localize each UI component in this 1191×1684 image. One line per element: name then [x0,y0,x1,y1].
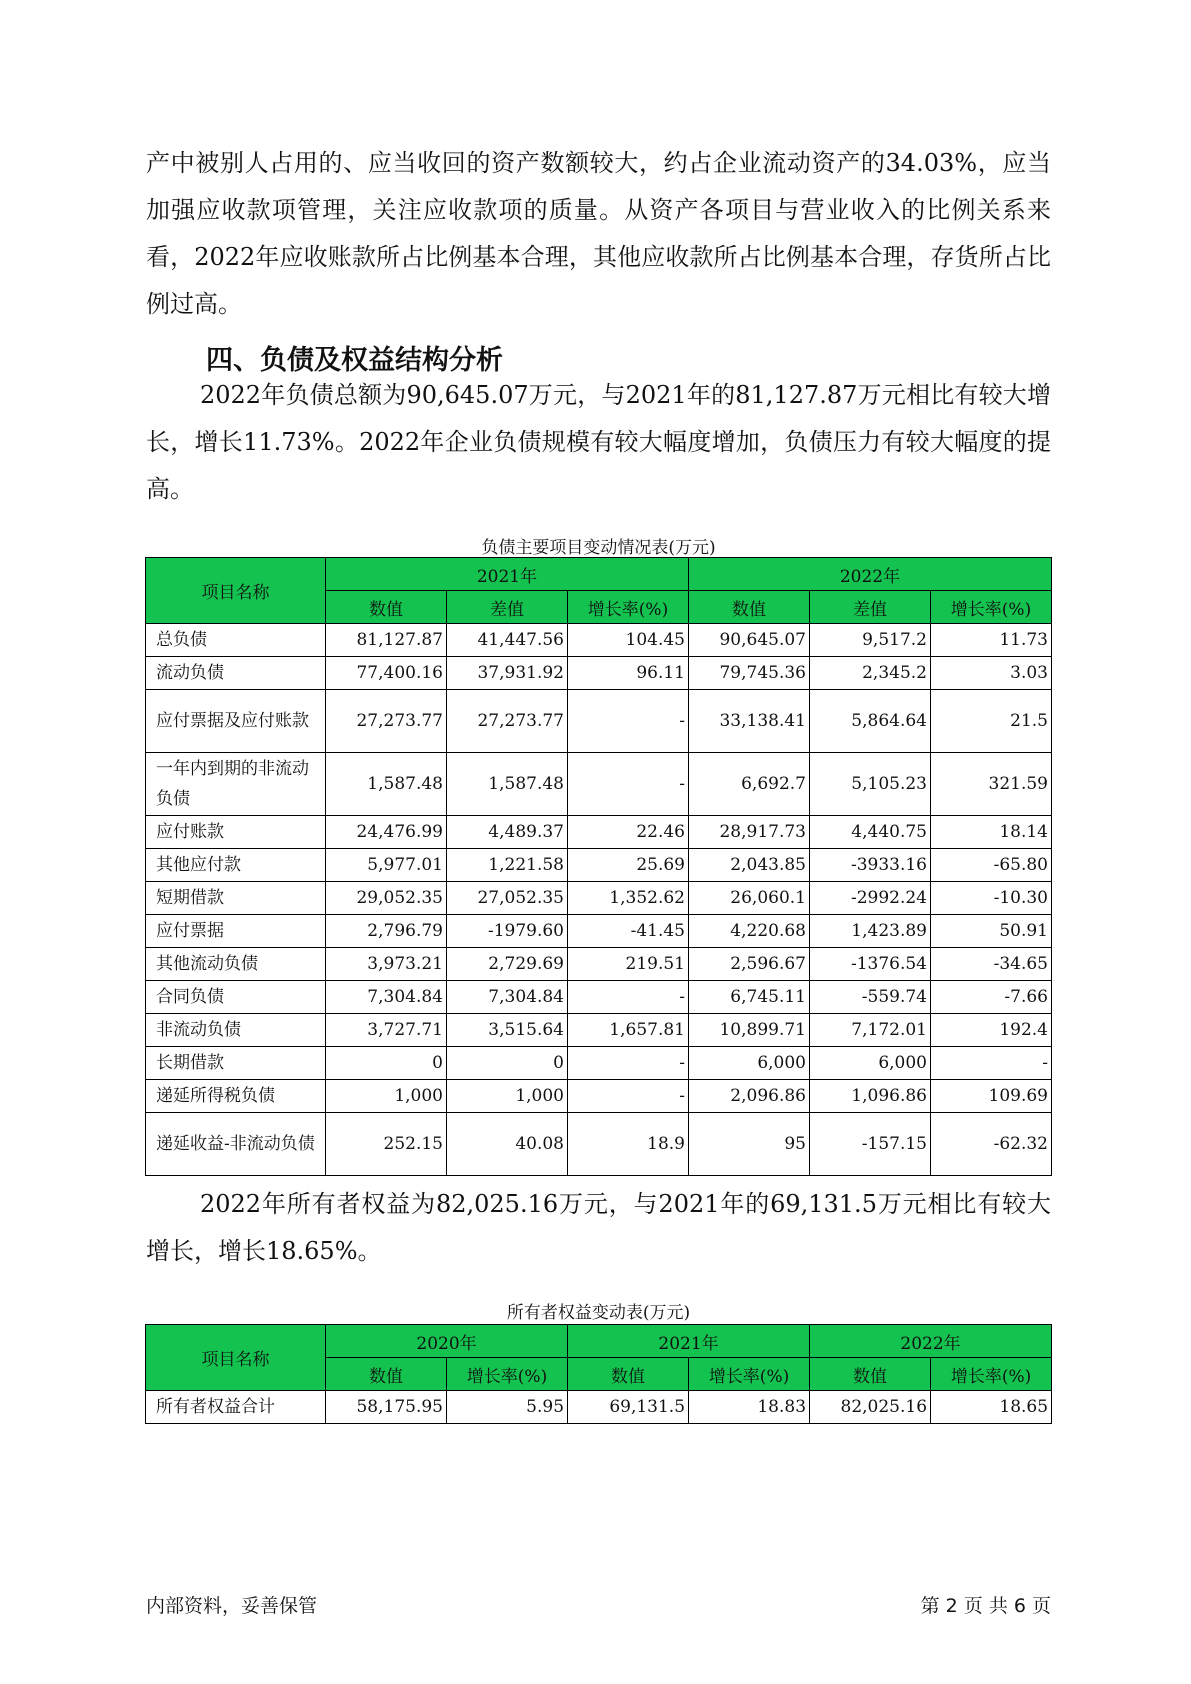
cell: 1,423.89 [810,915,931,948]
paragraph-receivables: 产中被别人占用的、应当收回的资产数额较大，约占企业流动资产的34.03%，应当加强应收款项管理，关注应收款项的质量。从资产各项目与营业收入的比例关系来看，2022年应收账款所占比例基本合理，其他应收款所占比例基本合理，存货所占比例过高。 [146,149,1051,318]
row-label: 短期借款 [146,882,326,915]
cell: 21.5 [931,690,1052,753]
row-label: 总负债 [146,624,326,657]
table-row [146,915,1052,948]
cell: 109.69 [931,1080,1052,1113]
cell: 2,043.85 [689,849,810,882]
cell: -62.32 [931,1113,1052,1176]
row-label: 流动负债 [146,657,326,690]
cell: 219.51 [568,948,689,981]
header-year-2022: 2022年 [689,558,1052,591]
cell: 321.59 [931,753,1052,816]
cell: 1,000 [326,1080,447,1113]
cell: 4,440.75 [810,816,931,849]
row-label: 一年内到期的非流动负债 [146,753,326,816]
footer-page-number: 第 2 页 共 6 页 [920,1595,1051,1617]
cell: 33,138.41 [689,690,810,753]
cell: 26,060.1 [689,882,810,915]
cell: - [568,981,689,1014]
table-row [146,948,1052,981]
footer-confidential: 内部资料，妥善保管 [146,1595,318,1617]
cell: 7,304.84 [326,981,447,1014]
cell: 4,220.68 [689,915,810,948]
cell: 81,127.87 [326,624,447,657]
row-label: 应付账款 [146,816,326,849]
cell: 0 [326,1047,447,1080]
cell: 2,796.79 [326,915,447,948]
row-label: 应付票据及应付账款 [146,690,326,753]
cell: 1,657.81 [568,1014,689,1047]
row-label: 非流动负债 [146,1014,326,1047]
cell: 25.69 [568,849,689,882]
cell: 4,489.37 [447,816,568,849]
cell: 18.14 [931,816,1052,849]
header-value: 数值 [568,1358,689,1391]
row-label: 其他流动负债 [146,948,326,981]
cell: 5,864.64 [810,690,931,753]
cell: 7,172.01 [810,1014,931,1047]
cell: 79,745.36 [689,657,810,690]
table-row [146,981,1052,1014]
cell: 18.65 [931,1391,1052,1424]
cell: 40.08 [447,1113,568,1176]
cell: 1,587.48 [447,753,568,816]
table-row [146,753,1052,816]
cell: 3,973.21 [326,948,447,981]
row-label: 合同负债 [146,981,326,1014]
cell: 96.11 [568,657,689,690]
cell: 28,917.73 [689,816,810,849]
table2-caption: 所有者权益变动表(万元) [506,1303,691,1323]
cell: 29,052.35 [326,882,447,915]
cell: 3,727.71 [326,1014,447,1047]
cell: 6,000 [689,1047,810,1080]
cell: 252.15 [326,1113,447,1176]
header-growth: 增长率(%) [931,1358,1052,1391]
paragraph-equity: 2022年所有者权益为82,025.16万元，与2021年的69,131.5万元相比有较大增长，增长18.65%。 [146,1190,1051,1265]
cell: 7,304.84 [447,981,568,1014]
header-year-2021: 2021年 [568,1325,810,1358]
table-row [146,690,1052,753]
cell: - [568,1047,689,1080]
cell: 2,596.67 [689,948,810,981]
cell: 37,931.92 [447,657,568,690]
row-label: 递延所得税负债 [146,1080,326,1113]
cell: 27,273.77 [326,690,447,753]
header-value: 数值 [326,1358,447,1391]
header-diff: 差值 [447,591,568,624]
cell: 10,899.71 [689,1014,810,1047]
cell: -1979.60 [447,915,568,948]
cell: 11.73 [931,624,1052,657]
cell: 2,096.86 [689,1080,810,1113]
table-row [146,816,1052,849]
cell: 6,692.7 [689,753,810,816]
cell: 22.46 [568,816,689,849]
cell: 18.9 [568,1113,689,1176]
cell: 2,729.69 [447,948,568,981]
header-diff: 差值 [810,591,931,624]
table-row [146,882,1052,915]
cell: - [568,753,689,816]
liabilities-table [145,557,1052,1176]
cell: 192.4 [931,1014,1052,1047]
cell: 1,000 [447,1080,568,1113]
header-year-2021: 2021年 [326,558,689,591]
cell: -3933.16 [810,849,931,882]
table-row [146,1080,1052,1113]
cell: 18.83 [689,1391,810,1424]
row-label: 递延收益-非流动负债 [146,1113,326,1176]
cell: 77,400.16 [326,657,447,690]
row-label: 长期借款 [146,1047,326,1080]
header-item-name: 项目名称 [146,1325,326,1391]
cell: 58,175.95 [326,1391,447,1424]
table-row [146,657,1052,690]
table-row [146,1391,1052,1424]
table-row [146,1014,1052,1047]
cell: - [568,690,689,753]
cell: 3,515.64 [447,1014,568,1047]
header-value: 数值 [689,591,810,624]
row-label: 应付票据 [146,915,326,948]
cell: 27,052.35 [447,882,568,915]
header-growth: 增长率(%) [447,1358,568,1391]
cell: 9,517.2 [810,624,931,657]
cell: 50.91 [931,915,1052,948]
table-row [146,1113,1052,1176]
row-label: 其他应付款 [146,849,326,882]
cell: -157.15 [810,1113,931,1176]
cell: -10.30 [931,882,1052,915]
table-row [146,849,1052,882]
table1-caption: 负债主要项目变动情况表(万元) [481,538,716,558]
cell: 1,587.48 [326,753,447,816]
cell: 1,096.86 [810,1080,931,1113]
cell: 41,447.56 [447,624,568,657]
cell: -41.45 [568,915,689,948]
cell: 69,131.5 [568,1391,689,1424]
cell: 95 [689,1113,810,1176]
cell: 1,352.62 [568,882,689,915]
header-value: 数值 [810,1358,931,1391]
cell: 6,000 [810,1047,931,1080]
cell: -559.74 [810,981,931,1014]
cell: 90,645.07 [689,624,810,657]
cell: 5.95 [447,1391,568,1424]
equity-table [145,1324,1052,1424]
table-row [146,624,1052,657]
header-growth: 增长率(%) [689,1358,810,1391]
cell: 5,105.23 [810,753,931,816]
cell: 27,273.77 [447,690,568,753]
header-item-name: 项目名称 [146,558,326,624]
header-value: 数值 [326,591,447,624]
cell: 1,221.58 [447,849,568,882]
cell: -1376.54 [810,948,931,981]
header-year-2022: 2022年 [810,1325,1052,1358]
cell: -2992.24 [810,882,931,915]
header-year-2020: 2020年 [326,1325,568,1358]
cell: 24,476.99 [326,816,447,849]
header-growth: 增长率(%) [931,591,1052,624]
cell: 2,345.2 [810,657,931,690]
header-growth: 增长率(%) [568,591,689,624]
cell: - [568,1080,689,1113]
cell: -34.65 [931,948,1052,981]
cell: 0 [447,1047,568,1080]
cell: 5,977.01 [326,849,447,882]
paragraph-liabilities: 2022年负债总额为90,645.07万元，与2021年的81,127.87万元相比有较大增长，增长11.73%。2022年企业负债规模有较大幅度增加，负债压力有较大幅度的提高。 [146,381,1051,503]
cell: 82,025.16 [810,1391,931,1424]
section-heading: 四、负债及权益结构分析 [206,345,503,376]
table-row [146,1047,1052,1080]
cell: -65.80 [931,849,1052,882]
cell: - [931,1047,1052,1080]
cell: 3.03 [931,657,1052,690]
cell: -7.66 [931,981,1052,1014]
cell: 6,745.11 [689,981,810,1014]
cell: 104.45 [568,624,689,657]
row-label: 所有者权益合计 [146,1391,326,1424]
